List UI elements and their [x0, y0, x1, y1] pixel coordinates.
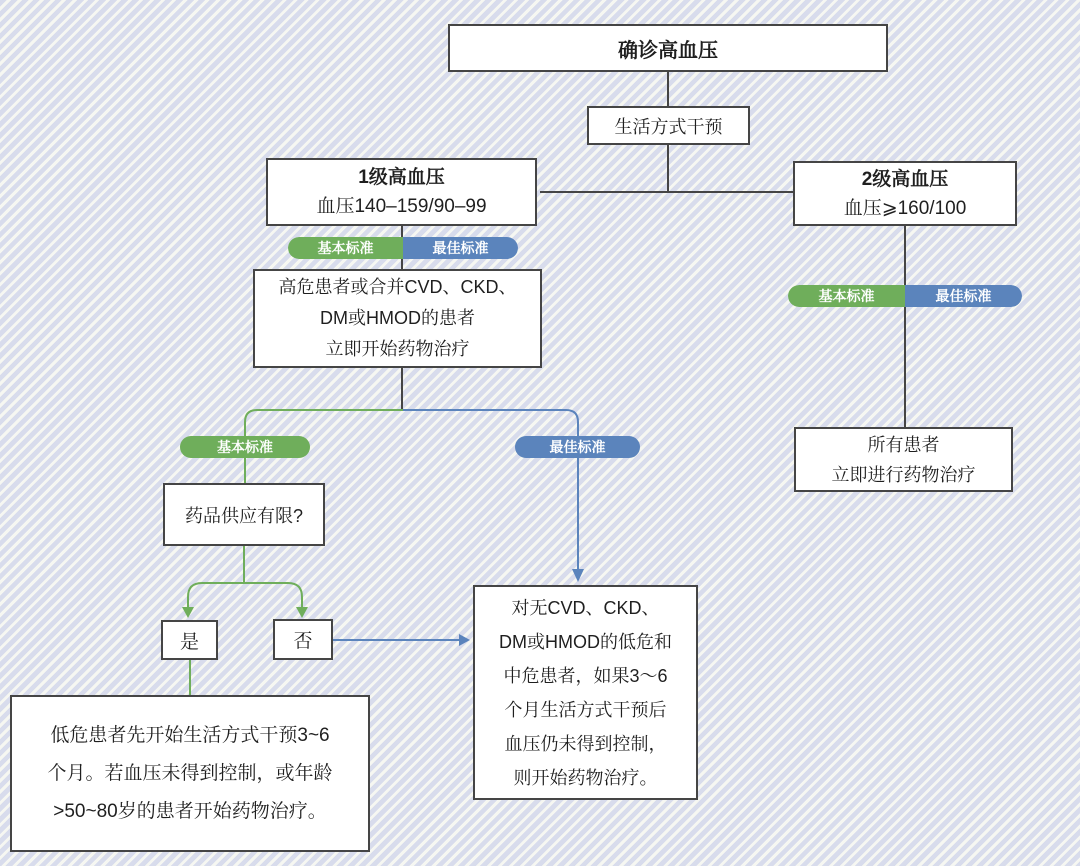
- lowrisk-line: >50~80岁的患者开始药物治疗。: [53, 800, 327, 822]
- highrisk-line: 高危患者或合并CVD、CKD、: [278, 277, 517, 297]
- node-confirmed-hypertension: [448, 24, 888, 72]
- arrowhead-no-optimalbox: [459, 634, 470, 646]
- badge-optimal-standard: 最佳标准: [905, 285, 1022, 307]
- optimal-path-line: 则开始药物治疗。: [513, 767, 658, 788]
- node-grade1-hypertension: [266, 158, 537, 226]
- arrowhead-optimal-box: [572, 569, 584, 582]
- node-lowrisk-lifestyle-first: [10, 695, 370, 852]
- grade2-bp-range: 血压⩾160/100: [843, 197, 967, 219]
- edge-split-no: [244, 583, 302, 608]
- node-drug-supply-limited: [163, 483, 325, 546]
- optimal-path-line: 中危患者，如果3～6: [503, 665, 668, 686]
- node-lifestyle-intervention: [587, 106, 750, 145]
- drug-supply-limited-label: 药品供应有限?: [184, 505, 303, 526]
- optimal-path-line: DM或HMOD的低危和: [499, 631, 672, 652]
- optimal-path-line: 个月生活方式干预后: [504, 699, 667, 720]
- yes-label: 是: [179, 631, 199, 653]
- optimal-path-line: 血压仍未得到控制，: [504, 733, 667, 754]
- node-optimal-path-treatment: [473, 585, 698, 800]
- lowrisk-line: 低危患者先开始生活方式干预3~6: [50, 724, 330, 746]
- highrisk-line: 立即开始药物治疗: [325, 339, 470, 359]
- arrowhead-yes: [182, 607, 194, 618]
- node-confirmed-hypertension-label: 确诊高血压: [618, 39, 718, 62]
- badge-pair-grade2: [788, 285, 1022, 307]
- node-no: [273, 619, 333, 660]
- edge-split-yes: [188, 583, 244, 608]
- no-label: 否: [293, 631, 313, 652]
- allpatients-line: 立即进行药物治疗: [831, 464, 976, 485]
- badge-optimal-standard: 最佳标准: [515, 436, 640, 458]
- grade1-title: 1级高血压: [358, 167, 445, 188]
- node-allpatients-immediate-drugs: [794, 427, 1013, 492]
- optimal-path-line: 对无CVD、CKD、: [511, 597, 660, 618]
- badge-optimal-standard: 最佳标准: [403, 237, 518, 259]
- lowrisk-line: 个月。若血压未得到控制，或年龄: [47, 762, 333, 784]
- highrisk-line: DM或HMOD的患者: [320, 308, 475, 328]
- grade1-bp-range: 血压140–159/90–99: [316, 196, 487, 217]
- badge-basic-standard: 基本标准: [288, 237, 403, 259]
- node-yes: [161, 620, 218, 660]
- arrowhead-no: [296, 607, 308, 618]
- allpatients-line: 所有患者: [867, 434, 940, 455]
- edge-optimal-branch: [403, 410, 578, 570]
- badge-pair-grade1: [288, 237, 518, 259]
- badge-basic-standard: 基本标准: [788, 285, 905, 307]
- node-highrisk-immediate-drugs: [253, 269, 542, 368]
- grade2-title: 2级高血压: [861, 168, 949, 190]
- node-lifestyle-intervention-label: 生活方式干预: [614, 116, 723, 137]
- node-grade2-hypertension: [793, 161, 1017, 226]
- badge-basic-standard: 基本标准: [180, 436, 310, 458]
